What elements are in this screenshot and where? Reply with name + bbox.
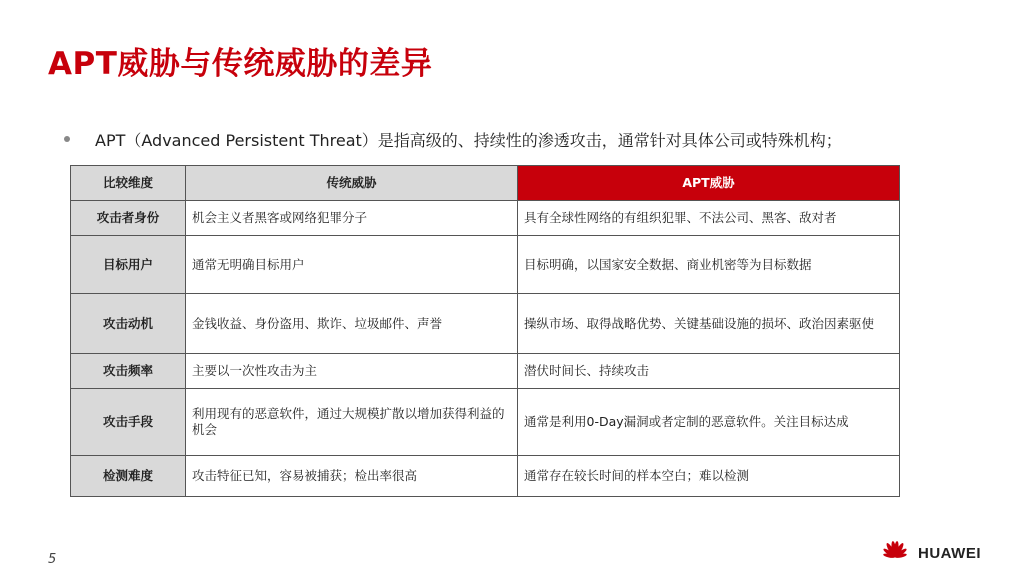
header-traditional-threat: 传统威胁 [186,166,518,201]
row-dimension: 检测难度 [71,456,186,497]
row-traditional: 机会主义者黑客或网络犯罪分子 [186,201,518,236]
row-apt: 通常是利用0-Day漏洞或者定制的恶意软件。关注目标达成 [518,389,900,456]
row-dimension: 目标用户 [71,236,186,294]
huawei-logo [878,540,981,566]
row-apt: 通常存在较长时间的样本空白；难以检测 [518,456,900,497]
row-traditional: 攻击特征已知，容易被捕获；检出率很高 [186,456,518,497]
huawei-flower-icon [878,540,912,566]
row-dimension: 攻击动机 [71,294,186,354]
table-row [71,236,900,294]
row-apt: 操纵市场、取得战略优势、关键基础设施的损坏、政治因素驱使 [518,294,900,354]
page-number: 5 [48,552,57,567]
row-apt: 潜伏时间长、持续攻击 [518,354,900,389]
row-traditional: 主要以一次性攻击为主 [186,354,518,389]
row-traditional: 利用现有的恶意软件，通过大规模扩散以增加获得利益的机会 [186,389,518,456]
table-row [71,201,900,236]
logo-text: HUAWEI [918,544,981,562]
row-dimension: 攻击频率 [71,354,186,389]
table-row [71,294,900,354]
bullet-text: APT（Advanced Persistent Threat）是指高级的、持续性的渗透攻击，通常针对具体公司或特殊机构； [95,131,842,150]
row-traditional: 通常无明确目标用户 [186,236,518,294]
bullet-icon [64,136,70,142]
row-dimension: 攻击手段 [71,389,186,456]
row-dimension: 攻击者身份 [71,201,186,236]
header-apt-threat: APT威胁 [518,166,900,201]
header-dimension: 比较维度 [71,166,186,201]
row-apt: 具有全球性网络的有组织犯罪、不法公司、黑客、敌对者 [518,201,900,236]
table-header-row [71,166,900,201]
table-row [71,456,900,497]
row-apt: 目标明确，以国家安全数据、商业机密等为目标数据 [518,236,900,294]
comparison-table [70,165,900,497]
slide-title: APT威胁与传统威胁的差异 [48,46,433,82]
row-traditional: 金钱收益、身份盗用、欺诈、垃圾邮件、声誉 [186,294,518,354]
table-row [71,354,900,389]
table-row [71,389,900,456]
